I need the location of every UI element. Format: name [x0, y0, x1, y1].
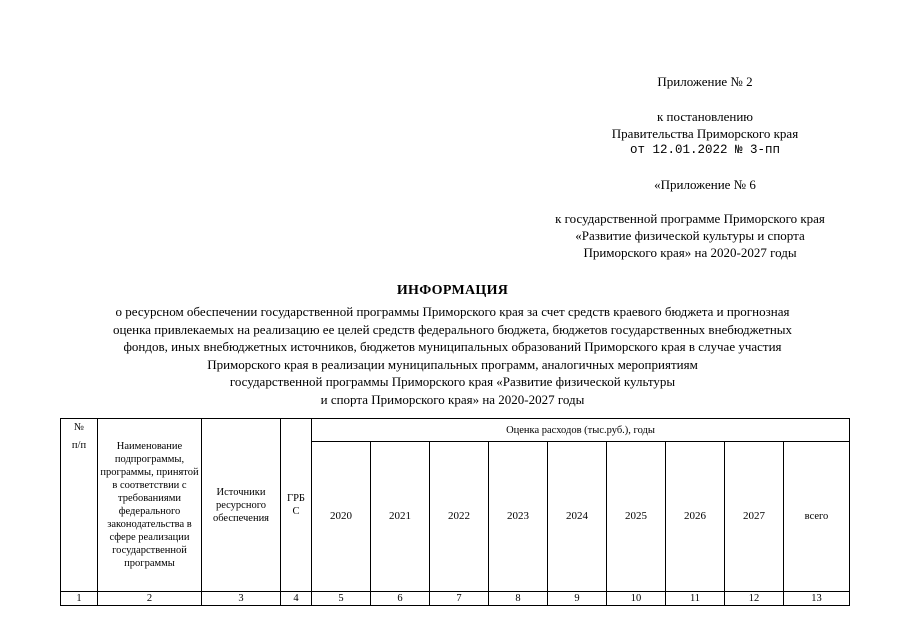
- column-number: 9: [548, 592, 607, 606]
- program-line: Приморского края» на 2020-2027 годы: [583, 245, 797, 260]
- header-program-name: Наименование подпрограммы, программы, принятой в соответствии с требованиями федерального законодательства в сфере реализации государственной программы: [98, 419, 202, 592]
- appendix-number: [560, 73, 850, 90]
- column-number: 2: [98, 592, 202, 606]
- program-line: «Развитие физической культуры и спорта: [575, 228, 805, 243]
- program-reference: [520, 210, 860, 261]
- subtitle-line: и спорта Приморского края» на 2020-2027 годы: [320, 391, 585, 407]
- column-number: 8: [489, 592, 548, 606]
- header-year: 2023: [489, 442, 548, 592]
- header-year: 2027: [725, 442, 784, 592]
- column-number: 1: [61, 592, 98, 606]
- column-number: 4: [281, 592, 312, 606]
- program-line: к государственной программе Приморского края: [555, 211, 825, 226]
- header-year: 2026: [666, 442, 725, 592]
- column-number: 10: [607, 592, 666, 606]
- column-number: 13: [784, 592, 850, 606]
- header-number-abbr: п/п: [71, 440, 87, 451]
- document-title: ИНФОРМАЦИЯ: [396, 283, 509, 298]
- column-number: 11: [666, 592, 725, 606]
- header-year: 2025: [607, 442, 666, 592]
- header-number: [61, 419, 98, 592]
- column-number: 3: [202, 592, 281, 606]
- appendix-line: Приложение № 2: [657, 74, 753, 89]
- subtitle-line: фондов, иных внебюджетных источников, бюджетов муниципальных образований Приморского края в случае участия: [123, 339, 782, 354]
- subtitle-line: Приморского края в реализации муниципальных программ, аналогичных мероприятиям: [207, 356, 698, 372]
- subtitle-line: оценка привлекаемых на реализацию ее целей средств федерального бюджета, бюджетов государственных внебюджетных: [112, 321, 793, 337]
- column-number: 7: [430, 592, 489, 606]
- header-sources: Источники ресурсного обеспечения: [202, 419, 281, 592]
- document-subtitle: [30, 303, 875, 408]
- subtitle-line: о ресурсном обеспечении государственной программы Приморского края за счет средств краевого бюджета и прогнозная: [115, 304, 790, 319]
- resource-table: [60, 418, 850, 606]
- decree-line: к постановлению: [656, 109, 754, 124]
- inner-appendix-number: [560, 176, 850, 193]
- decree-line: Правительства Приморского края: [611, 126, 799, 141]
- header-year: 2020: [312, 442, 371, 592]
- header-grbs-line: С: [292, 506, 300, 517]
- subtitle-line: государственной программы Приморского края «Развитие физической культуры: [229, 374, 676, 389]
- column-number: 6: [371, 592, 430, 606]
- header-estimate: Оценка расходов (тыс.руб.), годы: [312, 419, 850, 442]
- decree-date-number: от 12.01.2022 № 3-пп: [629, 143, 781, 157]
- column-number: 12: [725, 592, 784, 606]
- decree-reference: [560, 108, 850, 159]
- header-year: 2022: [430, 442, 489, 592]
- header-number-symbol: №: [73, 422, 85, 433]
- header-grbs-line: ГРБ: [287, 493, 305, 504]
- header-total: всего: [784, 442, 850, 592]
- header-year: 2021: [371, 442, 430, 592]
- header-year: 2024: [548, 442, 607, 592]
- column-number: 5: [312, 592, 371, 606]
- header-grbs: [281, 419, 312, 592]
- inner-appendix-line: «Приложение № 6: [654, 177, 756, 192]
